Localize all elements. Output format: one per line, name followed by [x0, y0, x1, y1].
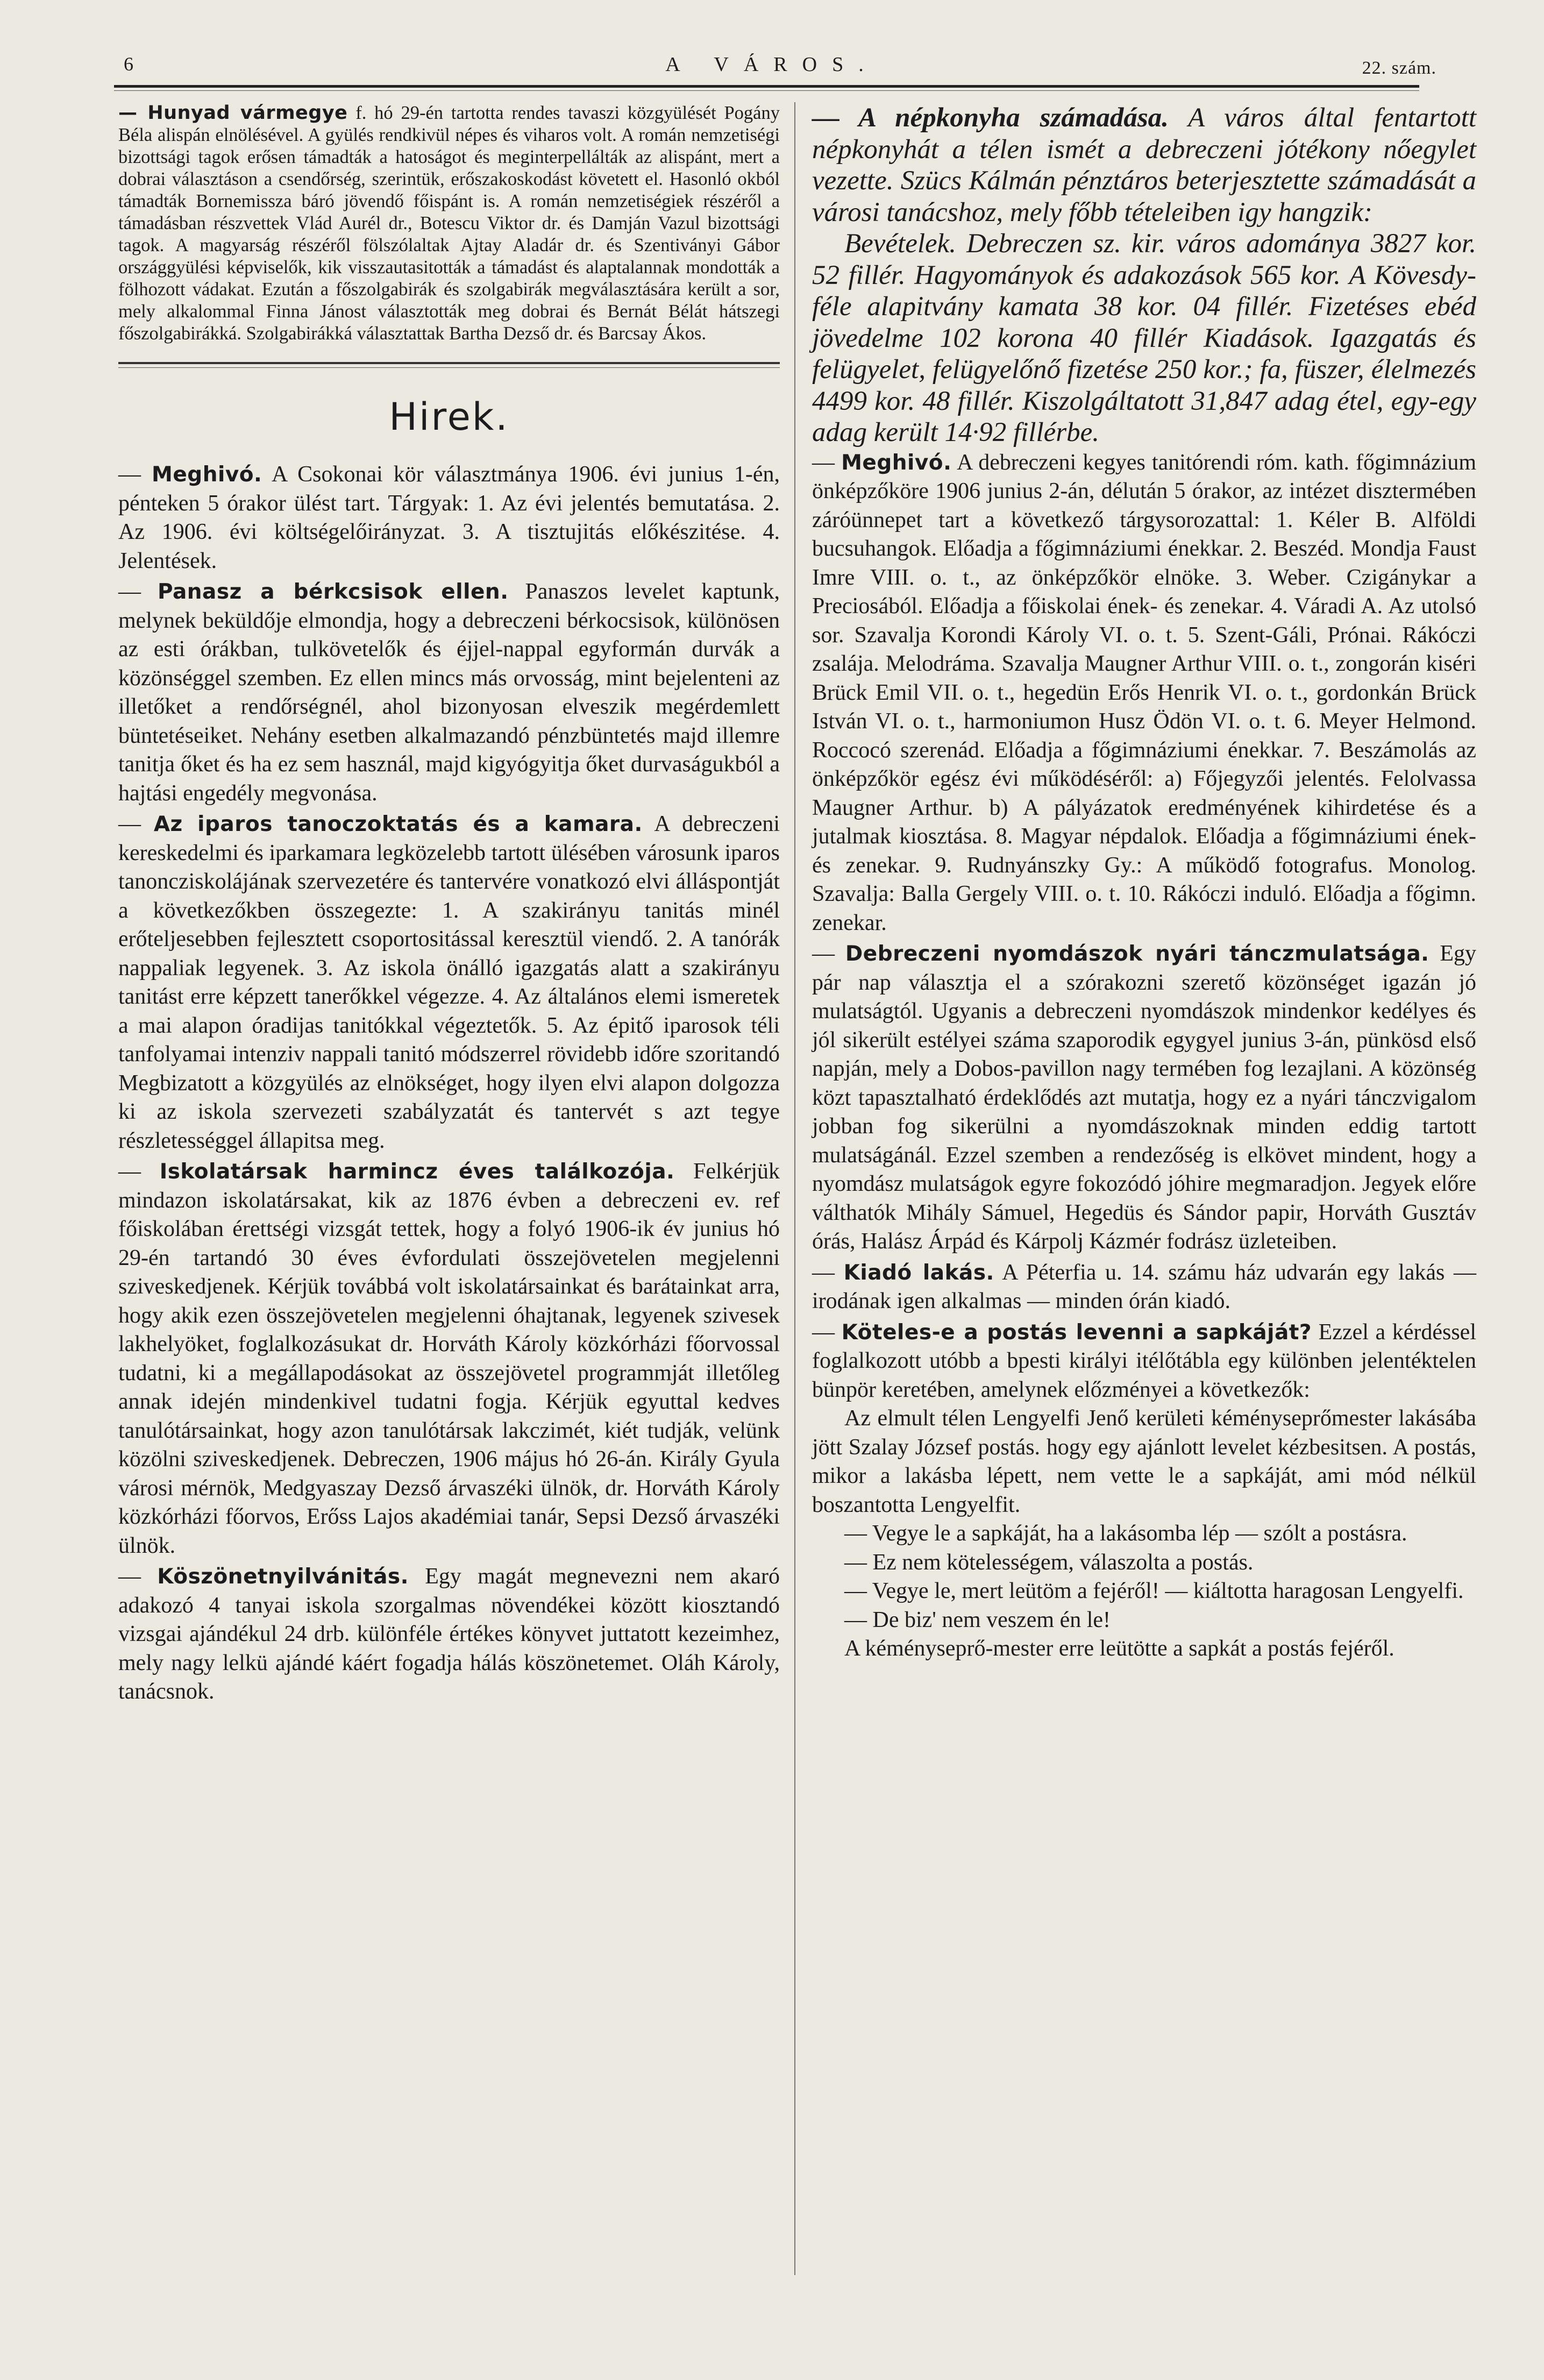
article-kiado: — Kiadó lakás. A Péterfia u. 14. számu ház udvarán egy lakás — irodának igen alkalmas — minden órán kiadó. — [812, 1260, 1477, 1313]
article-heading: Meghivó. — [841, 450, 952, 475]
article-text: Ezzel a kérdéssel foglalkozott utóbb a bpesti királyi itélőtábla egy különben jelentéktelen bünpör keretében, amelynek előzményei a következők: — [812, 1319, 1476, 1402]
article-heading: Köszönetnyilvánitás. — [157, 1565, 409, 1589]
article-text: f. hó 29-én tartotta rendes tavaszi közgyülését Pogány Béla alispán elnölésével. A gyülés rendkivül népes és viharos volt. A román nemzetiségi bizottsági tagok erősen támadták a hatoságot és meginterpellálták az alispánt, mert a dobrai választáson a csendőrség, szerintük, erőszakoskodást követett el. Hasonló okból támadták Bornemissza báró jövendő főispánt is. A román nemzetiségiek részéről a támadásban részvettek Vlád Aurél dr., Botescu Viktor dr. és Damján Vazul bizottsági tagok. A magyarság részéről fölszólaltak Ajtay Aladár dr. és Szentiványi Gábor országgyülési képviselők, kik visszautasitották a támadást és alaptalannak mondották a fölhozott vádakat. Ezután a főszolgabirák és szolgabirák megválasztására került a sor, mely alkalommal Finna Jánost választották meg dobrai és Bernát Bélát hátszegi főszolgabirákká. Szolgabirákká választattak Bartha Dezső dr. és Barcsay Ákos. — [118, 103, 780, 344]
article-nyomdaszok: — Debreczeni nyomdászok nyári tánczmulatsága. Egy pár nap választja el a szórakozni szerető közönséget igazán jó mulatságtól. Ugyanis a debreczeni nyomdászok mindenkor kedélyes és jól sikerült estélyei száma szaporodik egygyel junius 3-án, pünkösd első napján, mely a Dobos-pavillon nagy termében fog lezajlani. A közönség közt tapasztalható érdeklődés azt mutatja, hogy ez a nyári tánczvigalom jobban fog sikerülni a nyomdászoknak minden eddig tartott mulatságánál. Ezzel szemben a rendezőség is elkövet mindent, hogy a nyomdász mulatságok egyre fokozódó jóhire megmaradjon. Jegyek előre válthatók Mihály Sámuel, Hegedüs és Sándor papir, Horváth Gusztáv órás, Halász Árpád és Kárpolj Kázmér fodrász üzleteiben. — [812, 941, 1477, 1254]
article-heading: Meghivó. — [152, 463, 262, 487]
article-iskolatarsak: — Iskolatársak harmincz éves találkozója. Felkérjük mindazon iskolatársakat, kik az 1876 évben a debreczeni ev. ref főiskolában érettségi vizsgát tettek, hogy a folyó 1906-ik év junius hó 29-én tartandó 30 éves évfordulati összejövetelen megjelenni sziveskedjenek. Kérjük továbbá volt iskolatársainkat és barátainkat arra, hogy akik ezen összejövetelen megjelenni óhajtanak, legyenek szivesek lakhelyöket, foglalkozásukat dr. Horváth Károly közkórházi főorvossal tudatni, ki a megállapodásokat az összejövetel programmját illetőleg annak idején mindenkivel tudatni fogja. Kérjük egyuttal kedves tanulótársainkat, hogy azon tanulótársak lakczimét, kiét tudják, velünk közölni sziveskedjenek. Debreczen, 1906 május hó 26-án. Király Gyula városi mérnök, Medgyaszay Dezső árvaszéki ülnök, dr. Horváth Károly közkórházi főorvos, Erőss Lajos akadémiai tanár, Sepsi Dezső árvaszéki ülnök. — [118, 1159, 780, 1558]
article-heading: Debreczeni nyomdászok nyári tánczmulatsága. — [845, 942, 1429, 966]
article-text: A debreczeni kegyes tanitórendi róm. kath. főgimnázium önképzőköre 1906 junius 2-án, délután 5 órakor, az intézet disztermében záróünnepet tart a következő tárgysorozattal: 1. Kéler B. Alföldi bucsuhangok. Előadja a főgimnáziumi énekkar. 2. Beszéd. Mondja Faust Imre VIII. o. t., az önképzőkör elnöke. 3. Weber. Czigánykar a Preciosából. Előadja a főiskolai ének- és zenekar. 4. Váradi A. Az utolsó sor. Szavalja Korondi Károly VI. o. t. 5. Szent-Gáli, Prónai. Rákóczi zsalája. Melodráma. Szavalja Maugner Arthur VIII. o. t., zongorán kiséri Brück Emil VII. o. t., hegedün Erős Henrik VI. o. t., gordonkán Brück István VI. o. t., harmoniumon Husz Ödön VI. o. t. 6. Meyer Helmond. Roccocó szerenád. Előadja a főgimnáziumi énekkar. 7. Beszámolás az önképzőkör egész évi működéséről: a) Főjegyzői jelentés. Felolvassa Maugner Arthur. b) A pályázatok eredményének kihirdetése és a jutalmak kiosztása. 8. Magyar népdalok. Előadja a főgimnáziumi ének- és zenekar. 9. Rudnyánszky Gy.: A működő fotografus. Monolog. Szavalja: Balla Gergely VIII. o. t. 10. Rákóczi induló. Előadja a főgimn. zenekar. — [812, 450, 1476, 935]
article-text: Egy pár nap választja el a szórakozni szerető közönséget igazán jó mulatságtól. Ugyanis a debreczeni nyomdászok mindenkor kedélyes és jól sikerült estélyei száma szaporodik egygyel junius 3-án, pünkösd első napján, mely a Dobos-pavillon nagy termében fog lezajlani. A közönség közt tapasztalható érdeklődés azt mutatja, hogy ez a nyári tánczvigalom jobban fog sikerülni a nyomdászoknak minden eddig tartott mulatságánál. Ezzel szemben a rendezőség is elkövet mindent, hogy a nyomdász mulatságok egyre fokozódó jóhire megmaradjon. Jegyek előre válthatók Mihály Sámuel, Hegedüs és Sándor papir, Horváth Gusztáv órás, Halász Árpád és Kárpolj Kázmér fodrász üzleteiben. — [812, 941, 1477, 1254]
page-header — [86, 47, 1458, 85]
header-rule — [114, 85, 1419, 88]
article-iparos: — Az iparos tanoczoktatás és a kamara. A debreczeni kereskedelmi és iparkamara legközelebb tartott ülésében városunk iparos tanoncziskolájának szervezetére és tantervére vonatkozó elvi álláspontját a következőkben összegezte: 1. A szakirányu tanitás minél erőteljesebben fejlesztett csoportositással keresztül viendő. 2. A tanórák nappaliak legyenek. 3. Az iskola önálló igazgatás alatt a szakirányu tanitást erre képzett tanerőkkel végezze. 4. Az általános elemi ismeretek a mai alapon óradijas tanitókkal végeztetők. 5. Az épitő iparosok téli tanfolyamai intenziv nappali tanitó módszerrel rövidebb időre szoritandó Megbizatott a közgyülés az elnökséget, hogy ilyen elvi alapon dolgozza ki az iskola szervezeti szabályzatát és tantervét s azt tegye részletességgel állapitsa meg. — [118, 812, 780, 1153]
article-heading: — A népkonyha számadása. — [812, 103, 1169, 133]
article-meghivo: — Meghivó. A Csokonai kör választmánya 1906. évi junius 1-én, pénteken 5 órakor ülést tart. Tárgyak: 1. Az évi jelentés bemutatása. 2. Az 1906. évi költségelőirányzat. 3. A tisztujitás előkészitése. 4. Jelentések. — [118, 462, 780, 573]
right-column — [812, 102, 1476, 1664]
article-paragraph: — Vegye le a sapkáját, ha a lakásomba lép — szólt a postásra. — [844, 1521, 1407, 1546]
article-text: A Péterfia u. 14. számu ház udvarán egy lakás — irodának igen alkalmas — minden órán kiadó. — [812, 1260, 1477, 1313]
article-text: A Csokonai kör választmánya 1906. évi junius 1-én, pénteken 5 órakor ülést tart. Tárgyak: 1. Az évi jelentés bemutatása. 2. Az 1906. évi költségelőirányzat. 3. A tisztujitás előkészitése. 4. Jelentések. — [118, 462, 780, 573]
article-heading: Kiadó lakás. — [843, 1260, 994, 1285]
section-rule — [118, 362, 780, 364]
left-column — [118, 102, 780, 1707]
article-heading: Az iparos tanoczoktatás és a kamara. — [153, 812, 643, 836]
newspaper-title: A VÁROS. — [665, 53, 879, 76]
article-panasz: — Panasz a bérkcsisok ellen. Panaszos levelet kaptunk, melynek beküldője elmondja, hogy a debreczeni bérkocsisok, különösen az esti órákban, tulkövetelők és éjjel-nappal egyformán durvák a közönséggel szemben. Ez ellen mincs más orvosság, mint bejelenteni az illetőket a rendőrségnél, ahol bizonyosan elveszik megérdemlett büntetéseiket. Nehány esetben alkalmazandó pénzbüntetés majd illemre tanitja őket és ha ez sem használ, majd kigyógyitja őket durvaságukból a hajtási engedély megvonása. — [118, 579, 780, 806]
column-divider — [794, 102, 795, 2275]
article-heading: Iskolatársak harmincz éves találkozója. — [159, 1160, 675, 1184]
article-koszonet: — Köszönetnyilvánitás. Egy magát megnevezni nem akaró adakozó 4 tanyai iskola szorgalmas növendékei között kiosztandó vizsgai ajándékul 24 drb. különféle értékes könyvet juttatott kezeimhez, mely nagy lelkü ajándé káért fogadja hálás köszönetemet. Oláh Károly, tanácsnok. — [118, 1564, 780, 1704]
page-number: 6 — [124, 53, 136, 75]
article-heading: — Hunyad vármegye — [118, 102, 348, 124]
article-paragraph: A kéményseprő-mester erre leütötte a sapkát a postás fejéről. — [844, 1636, 1394, 1661]
section-rule-thin — [118, 367, 780, 368]
article-paragraph: — Vegye le, mert leütöm a fejéről! — kiáltotta haragosan Lengyelfi. — [844, 1579, 1464, 1603]
article-heading: Panasz a bérkcsisok ellen. — [157, 580, 509, 604]
article-paragraph: — De biz' nem veszem én le! — [844, 1607, 1111, 1632]
article-text: Panaszos levelet kaptunk, melynek beküldője elmondja, hogy a debreczeni bérkocsisok, különösen az esti órákban, tulkövetelők és éjjel-nappal egyformán durvák a közönséggel szemben. Ez ellen mincs más orvosság, mint bejelenteni az illetőket a rendőrségnél, ahol bizonyosan elveszik megérdemlett büntetéseiket. Nehány esetben alkalmazandó pénzbüntetés majd illemre tanitja őket és ha ez sem használ, majd kigyógyitja őket durvaságukból a hajtási engedély megvonása. — [118, 579, 780, 806]
article-paragraph: — Ez nem kötelességem, válaszolta a postás. — [844, 1550, 1254, 1575]
header-rule-thin — [114, 90, 1419, 91]
article-text: Egy magát megnevezni nem akaró adakozó 4 tanyai iskola szorgalmas növendékei között kiosztandó vizsgai ajándékul 24 drb. különféle értékes könyvet juttatott kezeimhez, mely nagy lelkü ajándé káért fogadja hálás köszönetemet. Oláh Károly, tanácsnok. — [118, 1564, 780, 1704]
article-text-accounts: Bevételek. Debreczen sz. kir. város adománya 3827 kor. 52 fillér. Hagyományok és adakozások 565 kor. A Kövesdy-féle alapitvány kamata 38 kor. 04 fillér. Fizetéses ebéd jövedelme 102 korona 40 fillér Kiadások. Igazgatás és felügyelet, felügyelőnő fizetése 250 kor.; fa, füszer, élelmezés 4499 kor. 48 fillér. Kiszolgáltatott 31,847 adag étel, egy-egy adag került 14·92 fillérbe. — [812, 229, 1476, 447]
section-title: Hirek. — [389, 395, 509, 439]
article-text: A debreczeni kereskedelmi és iparkamara legközelebb tartott ülésében városunk iparos tanoncziskolájának szervezetére és tantervére vonatkozó elvi álláspontját a következőkben összegezte: 1. A szakirányu tanitás minél erőteljesebben fejlesztett csoportositással keresztül viendő. 2. A tanórák nappaliak legyenek. 3. Az iskola önálló igazgatás alatt a szakirányu tanitást erre képzett tanerőkkel végezze. 4. Az általános elemi ismeretek a mai alapon óradijas tanitókkal végeztetők. 5. Az épitő iparosok téli tanfolyamai intenziv nappali tanitó módszerrel rövidebb időre szoritandó Megbizatott a közgyülés az elnökséget, hogy ilyen elvi alapon dolgozza ki az iskola szervezeti szabályzatát és tantervét s azt tegye részletességgel állapitsa meg. — [118, 812, 780, 1153]
issue-number: 22. szám. — [1362, 58, 1436, 78]
article-paragraph: Az elmult télen Lengyelfi Jenő kerületi kéményseprőmester lakásába jött Szalay József postás. hogy egy ajánlott levelet kézbesitsen. A postás, mikor a lakásba lépett, nem vette le a sapkáját, ami mód nélkül boszantotta Lengyelfit. — [812, 1406, 1476, 1517]
article-hunyad — [118, 102, 780, 345]
article-text: A város által fentartott népkonyhát a télen ismét a debreczeni jótékony nőegylet vezette. Szücs Kálmán pénztáros beterjesztette számadását a városi tanácshoz, mely főbb tételeiben igy hangzik: — [812, 103, 1476, 228]
article-heading: Köteles-e a postás levenni a sapkáját? — [841, 1320, 1312, 1345]
article-nepkonyha — [812, 102, 1476, 449]
article-text: Felkérjük mindazon iskolatársakat, kik az 1876 évben a debreczeni ev. ref főiskolában érettségi vizsgát tettek, hogy a folyó 1906-ik év junius hó 29-én tartandó 30 éves évfordulati összejövetelen megjelenni sziveskedjenek. Kérjük továbbá volt iskolatársainkat és barátainkat arra, hogy akik ezen összejövetelen megjelenni óhajtanak, legyenek szivesek lakhelyöket, foglalkozásukat dr. Horváth Károly közkórházi főorvossal tudatni, ki a megállapodásokat az összejövetel programmját illetőleg annak idején mindenkivel tudatni fogja. Kérjük egyuttal kedves tanulótársainkat, hogy azon tanulótársak lakczimét, kiét tudják, velünk közölni sziveskedjenek. Debreczen, 1906 május hó 26-án. Király Gyula városi mérnök, Medgyaszay Dezső árvaszéki ülnök, dr. Horváth Károly közkórházi főorvos, Erőss Lajos akadémiai tanár, Sepsi Dezső árvaszéki ülnök. — [118, 1159, 780, 1558]
article-meghivo-gimn: — Meghivó. A debreczeni kegyes tanitórendi róm. kath. főgimnázium önképzőköre 1906 junius 2-án, délután 5 órakor, az intézet disztermében záróünnepet tart a következő tárgysorozattal: 1. Kéler B. Alföldi bucsuhangok. Előadja a főgimnáziumi énekkar. 2. Beszéd. Mondja Faust Imre VIII. o. t., az önképzőkör elnöke. 3. Weber. Czigánykar a Preciosából. Előadja a főiskolai ének- és zenekar. 4. Váradi A. Az utolsó sor. Szavalja Korondi Károly VI. o. t. 5. Szent-Gáli, Prónai. Rákóczi zsalája. Melodráma. Szavalja Maugner Arthur VIII. o. t., zongorán kiséri Brück Emil VII. o. t., hegedün Erős Henrik VI. o. t., gordonkán Brück István VI. o. t., harmoniumon Husz Ödön VI. o. t. 6. Meyer Helmond. Roccocó szerenád. Előadja a főgimnáziumi énekkar. 7. Beszámolás az önképzőkör egész évi működéséről: a) Főjegyzői jelentés. Felolvassa Maugner Arthur. b) A pályázatok eredményének kihirdetése és a jutalmak kiosztása. 8. Magyar népdalok. Előadja a főgimnáziumi ének- és zenekar. 9. Rudnyánszky Gy.: A működő fotografus. Monolog. Szavalja: Balla Gergely VIII. o. t. 10. Rákóczi induló. Előadja a főgimn. zenekar. — [812, 450, 1476, 935]
article-postas: — Köteles-e a postás levenni a sapkáját? Ezzel a kérdéssel foglalkozott utóbb a bpesti királyi itélőtábla egy különben jelentéktelen bünpör keretében, amelynek előzményei a következők: — [812, 1319, 1476, 1402]
